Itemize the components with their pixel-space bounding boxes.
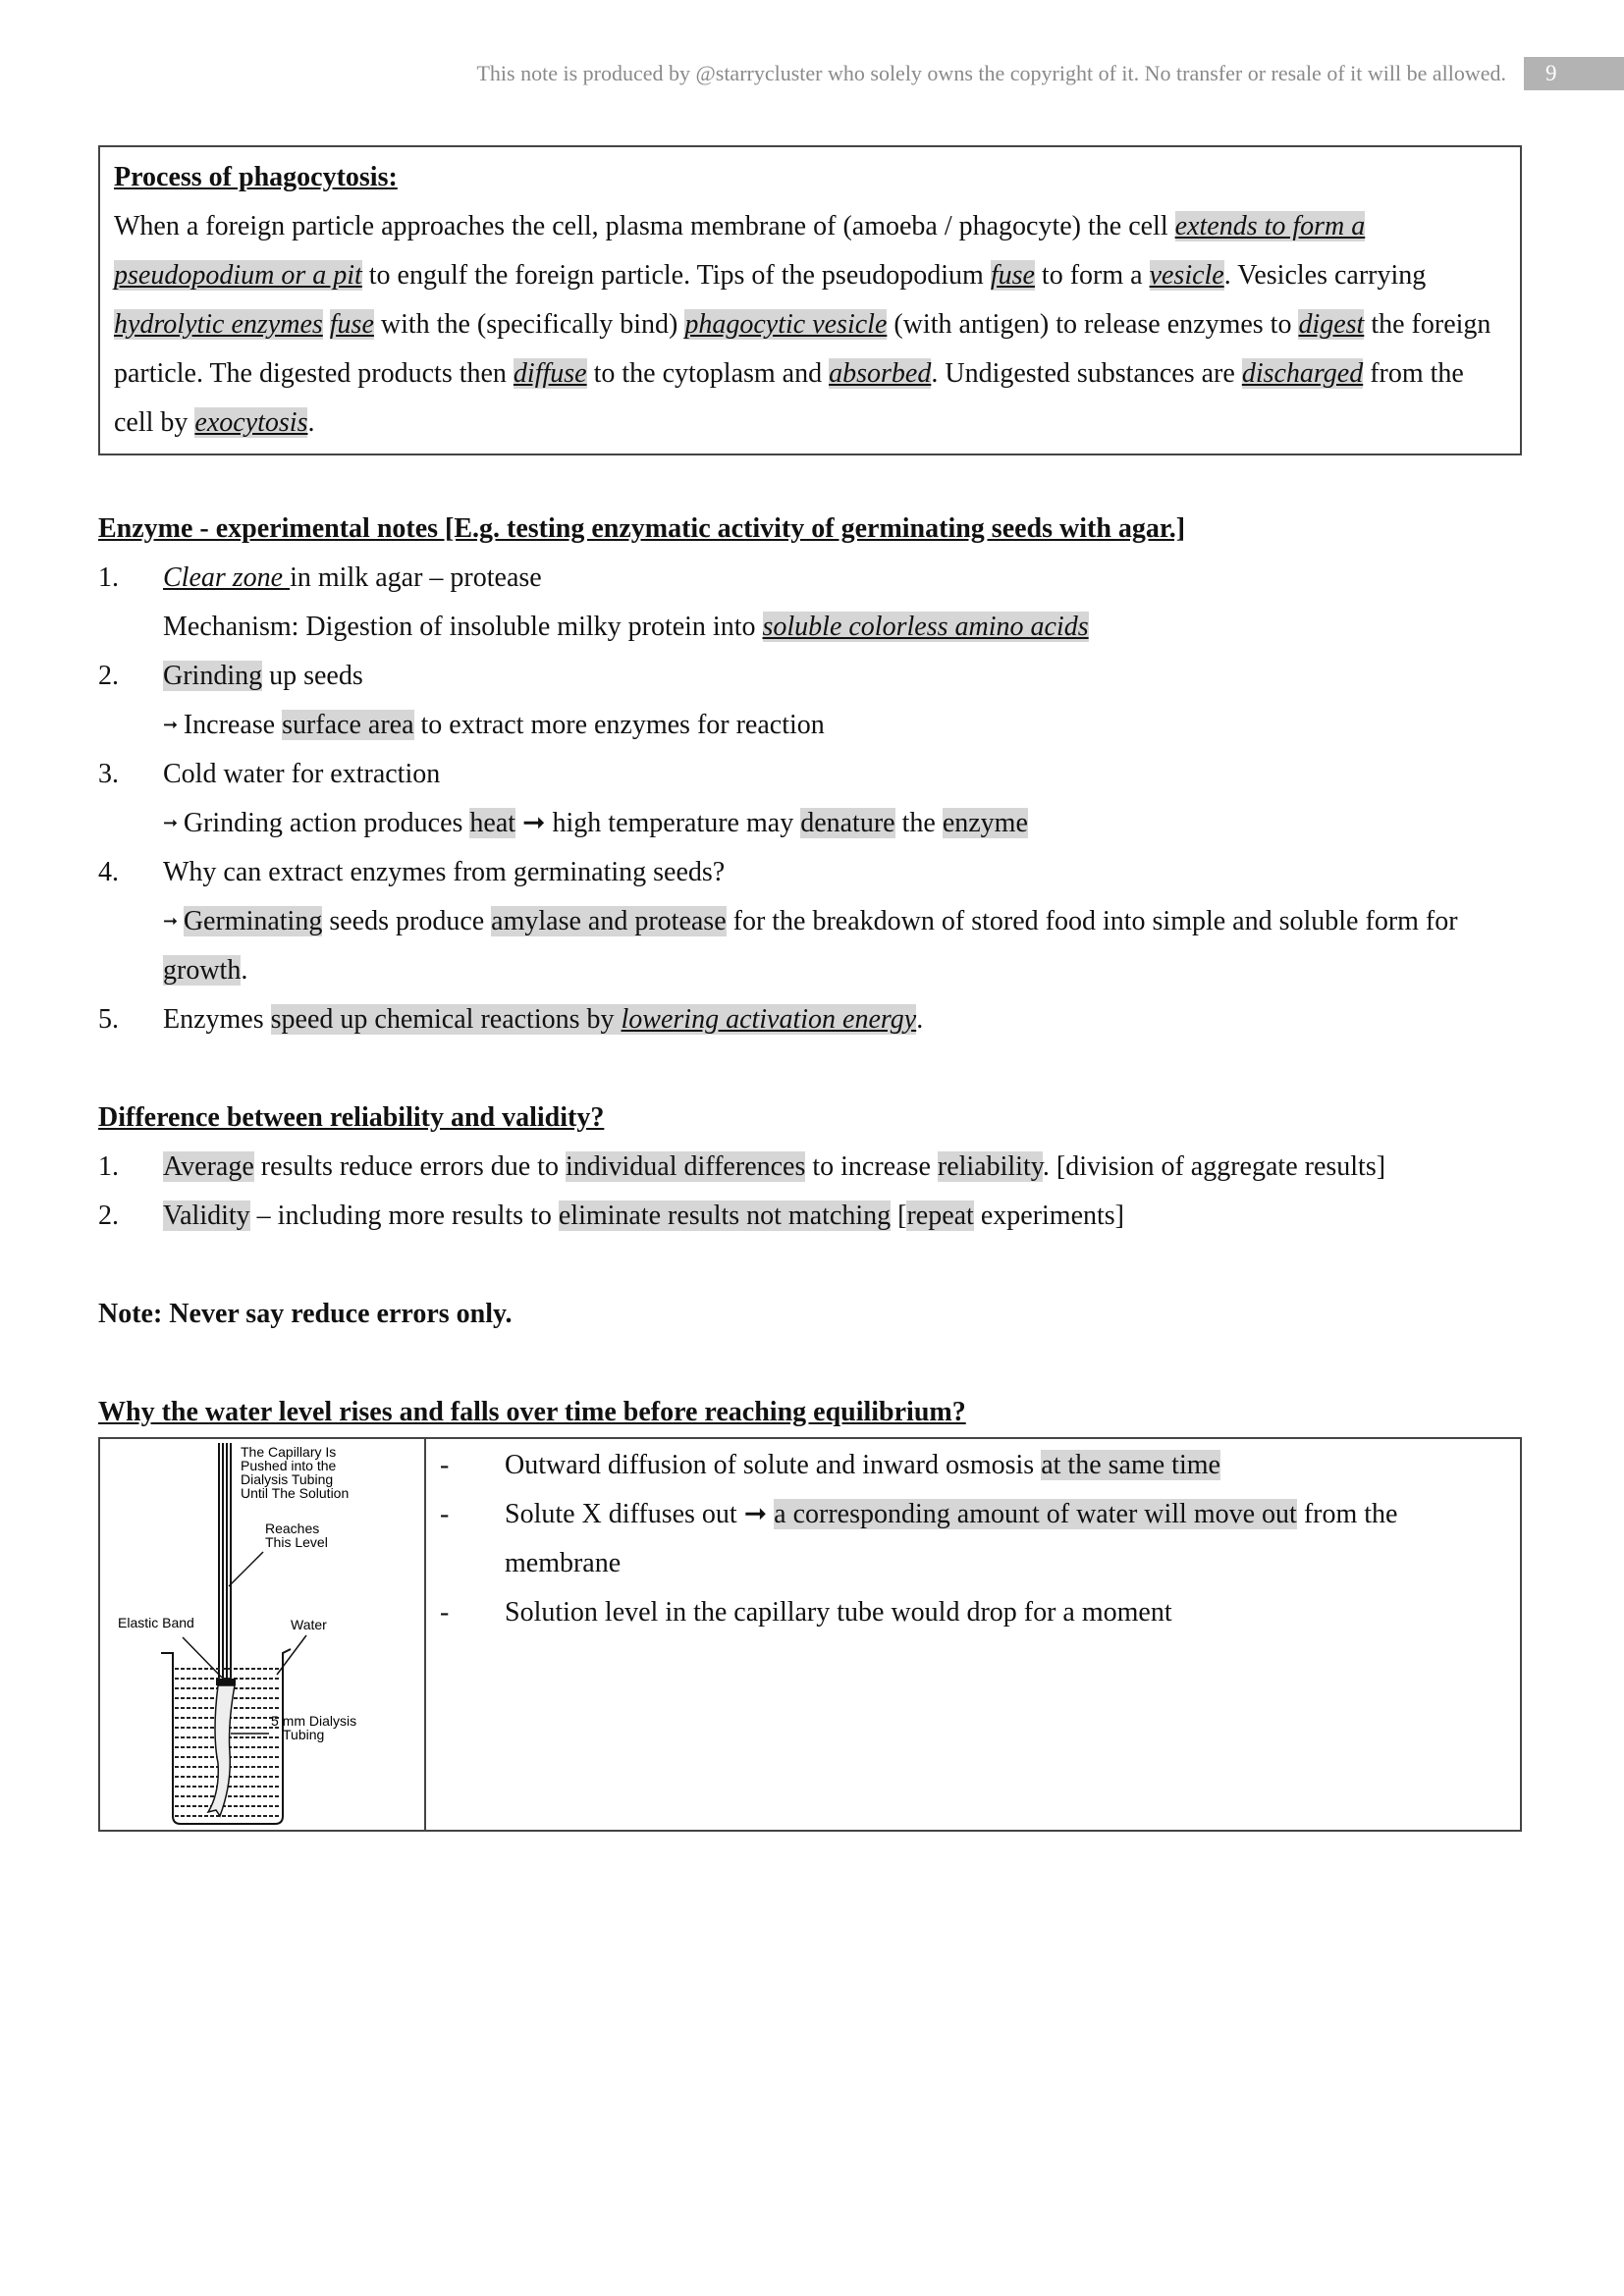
label-capillary-4: Until The Solution <box>241 1485 350 1501</box>
enzyme-section-title: Enzyme - experimental notes [E.g. testing enzymatic activity of germinating seeds with agar.] <box>98 513 1186 544</box>
text-run: Enzymes <box>163 1004 271 1035</box>
label-capillary-3: Dialysis Tubing <box>241 1471 334 1487</box>
bullet-item <box>440 1441 1510 1490</box>
label-reaches-2: This Level <box>265 1534 328 1550</box>
dialysis-diagram-cell <box>100 1439 426 1830</box>
text-run: up seeds <box>262 661 363 691</box>
bullet-text <box>505 1588 1510 1637</box>
text-run: [ <box>891 1201 907 1231</box>
text-run: Outward diffusion of solute and inward osmosis <box>505 1450 1042 1480</box>
highlighted-term: reliability <box>937 1151 1043 1182</box>
highlighted-term: vesicle <box>1149 260 1224 291</box>
list-item <box>98 848 1522 995</box>
list-item <box>98 1192 1522 1241</box>
highlighted-term: heat <box>469 808 516 838</box>
highlighted-term: eliminate results not matching <box>558 1201 892 1231</box>
list-number: 3. <box>98 759 119 789</box>
highlighted-term: individual differences <box>565 1151 806 1182</box>
note-text: Note: Never say reduce errors only. <box>98 1299 513 1329</box>
arrow-icon: ➞ <box>163 911 184 932</box>
text-run: to the cytoplasm and <box>586 358 830 389</box>
highlighted-term: soluble colorless amino acids <box>762 612 1089 642</box>
highlighted-term: Germinating <box>183 906 323 936</box>
phagocytosis-box <box>98 145 1522 455</box>
water-level-table <box>98 1437 1522 1832</box>
list-item-text <box>163 750 1522 799</box>
highlighted-term: fuse <box>329 309 374 340</box>
highlighted-term: extends to form a pseudopodium or a pit <box>114 211 1366 291</box>
list-item <box>98 554 1522 652</box>
text-run: . Vesicles carrying <box>1223 260 1427 291</box>
list-item-text <box>163 995 1522 1044</box>
text-run <box>323 309 330 340</box>
bullet-text <box>505 1490 1510 1588</box>
list-item <box>98 995 1522 1044</box>
text-run: ➞ high temperature may <box>515 808 801 838</box>
highlighted-term: hydrolytic enzymes <box>114 309 323 340</box>
page-content <box>98 145 1522 1832</box>
list-item-text <box>163 1143 1522 1192</box>
arrow-icon: ➞ <box>163 813 184 833</box>
text-run: from the membrane <box>505 1499 1398 1578</box>
text-run: . [division of aggregate results] <box>1042 1151 1386 1182</box>
text-run: the <box>894 808 943 838</box>
text-run: for the breakdown of stored food into simple and soluble form for <box>726 906 1458 936</box>
highlighted-term: Validity <box>163 1201 250 1231</box>
text-run: . <box>241 955 248 986</box>
list-item-text <box>163 848 1522 897</box>
highlighted-term: amylase and protease <box>491 906 727 936</box>
highlighted-term: surface area <box>282 710 414 740</box>
list-number: 5. <box>98 1004 119 1035</box>
text-run: . <box>307 407 315 438</box>
text-run: results reduce errors due to <box>253 1151 566 1182</box>
highlighted-term: growth <box>163 955 242 986</box>
text-run: Why can extract enzymes from germinating seeds? <box>163 857 726 887</box>
list-item-detail <box>163 897 1522 995</box>
highlighted-term: diffuse <box>513 358 587 389</box>
highlighted-term: repeat <box>906 1201 974 1231</box>
dialysis-tubing-diagram <box>100 1439 424 1830</box>
text-run: Mechanism: Digestion of insoluble milky protein into <box>163 612 763 642</box>
list-item-detail <box>163 603 1522 652</box>
list-number: 2. <box>98 1201 119 1231</box>
dash-bullet: - <box>440 1499 450 1529</box>
list-item-detail <box>163 799 1522 848</box>
copyright-notice: This note is produced by @starrycluster who solely owns the copyright of it. No transfer or resale of it will be allowed. <box>476 61 1506 85</box>
text-run: Clear zone <box>163 562 291 593</box>
text-run: Solution level in the capillary tube would drop for a moment <box>505 1597 1172 1628</box>
reliability-list <box>98 1143 1522 1241</box>
text-run: to extract more enzymes for reaction <box>413 710 825 740</box>
text-run: Cold water for extraction <box>163 759 441 789</box>
list-item <box>98 652 1522 750</box>
text-run: from the cell by <box>114 358 1464 438</box>
list-number: 2. <box>98 661 119 691</box>
phagocytosis-paragraph <box>114 202 1506 448</box>
text-run: experiments] <box>973 1201 1125 1231</box>
text-run: (with antigen) to release enzymes to <box>887 309 1299 340</box>
highlighted-term: absorbed <box>829 358 932 389</box>
text-run: – including more results to <box>249 1201 559 1231</box>
highlighted-term: a corresponding amount of water will move out <box>774 1499 1297 1529</box>
list-item <box>98 1143 1522 1192</box>
highlighted-term: discharged <box>1241 358 1364 389</box>
text-run: to increase <box>805 1151 938 1182</box>
highlighted-term: phagocytic vesicle <box>684 309 888 340</box>
enzyme-list <box>98 554 1522 1044</box>
page-header <box>0 57 1624 92</box>
text-run: seeds produce <box>322 906 492 936</box>
text-run: the foreign particle. The digested products then <box>114 309 1491 389</box>
text-run: to form a <box>1034 260 1150 291</box>
list-item-text <box>163 1192 1522 1241</box>
highlighted-term: speed up chemical reactions by <box>270 1004 622 1035</box>
text-run: Increase <box>183 710 283 740</box>
highlighted-term: denature <box>800 808 895 838</box>
list-number: 1. <box>98 1151 119 1182</box>
page-number-badge: 9 <box>1524 57 1624 90</box>
highlighted-term: Average <box>163 1151 254 1182</box>
reliability-section-title: Difference between reliability and validity? <box>98 1102 605 1133</box>
list-item <box>98 750 1522 848</box>
list-number: 1. <box>98 562 119 593</box>
text-run: Grinding action produces <box>183 808 470 838</box>
highlighted-term: fuse <box>990 260 1035 291</box>
highlighted-term: at the same time <box>1041 1450 1220 1480</box>
bullet-item <box>440 1588 1510 1637</box>
label-capillary-1: The Capillary Is <box>241 1444 337 1460</box>
text-run: When a foreign particle approaches the cell, plasma membrane of (amoeba / phagocyte) the cell <box>114 211 1175 241</box>
label-tubing-1: 5 mm Dialysis <box>271 1713 357 1729</box>
list-number: 4. <box>98 857 119 887</box>
label-reaches-1: Reaches <box>265 1521 320 1536</box>
text-run: Solute X diffuses out ➞ <box>505 1499 775 1529</box>
water-level-section-title: Why the water level rises and falls over time before reaching equilibrium? <box>98 1397 966 1427</box>
arrow-icon: ➞ <box>163 715 184 735</box>
dash-bullet: - <box>440 1597 450 1628</box>
text-run: with the (specifically bind) <box>373 309 685 340</box>
bullet-text <box>505 1441 1510 1490</box>
highlighted-term: Grinding <box>163 661 263 691</box>
text-run: . <box>916 1004 924 1035</box>
label-elastic-band: Elastic Band <box>118 1615 194 1630</box>
highlighted-term: enzyme <box>942 808 1028 838</box>
phagocytosis-title: Process of phagocytosis: <box>114 162 398 192</box>
label-capillary-2: Pushed into the <box>241 1458 337 1473</box>
text-run: in milk agar – protease <box>290 562 542 593</box>
list-item-text <box>163 652 1522 701</box>
list-item-text <box>163 554 1522 603</box>
highlighted-term: lowering activation energy <box>621 1004 917 1035</box>
highlighted-term: exocytosis <box>194 407 308 438</box>
highlighted-term: digest <box>1298 309 1365 340</box>
text-run: to engulf the foreign particle. Tips of the pseudopodium <box>361 260 991 291</box>
label-water: Water <box>291 1617 327 1632</box>
explanation-cell <box>426 1439 1520 1830</box>
text-run: . Undigested substances are <box>931 358 1242 389</box>
dash-bullet: - <box>440 1450 450 1480</box>
label-tubing-2: Tubing <box>283 1727 325 1742</box>
list-item-detail <box>163 701 1522 750</box>
bullet-item <box>440 1490 1510 1588</box>
